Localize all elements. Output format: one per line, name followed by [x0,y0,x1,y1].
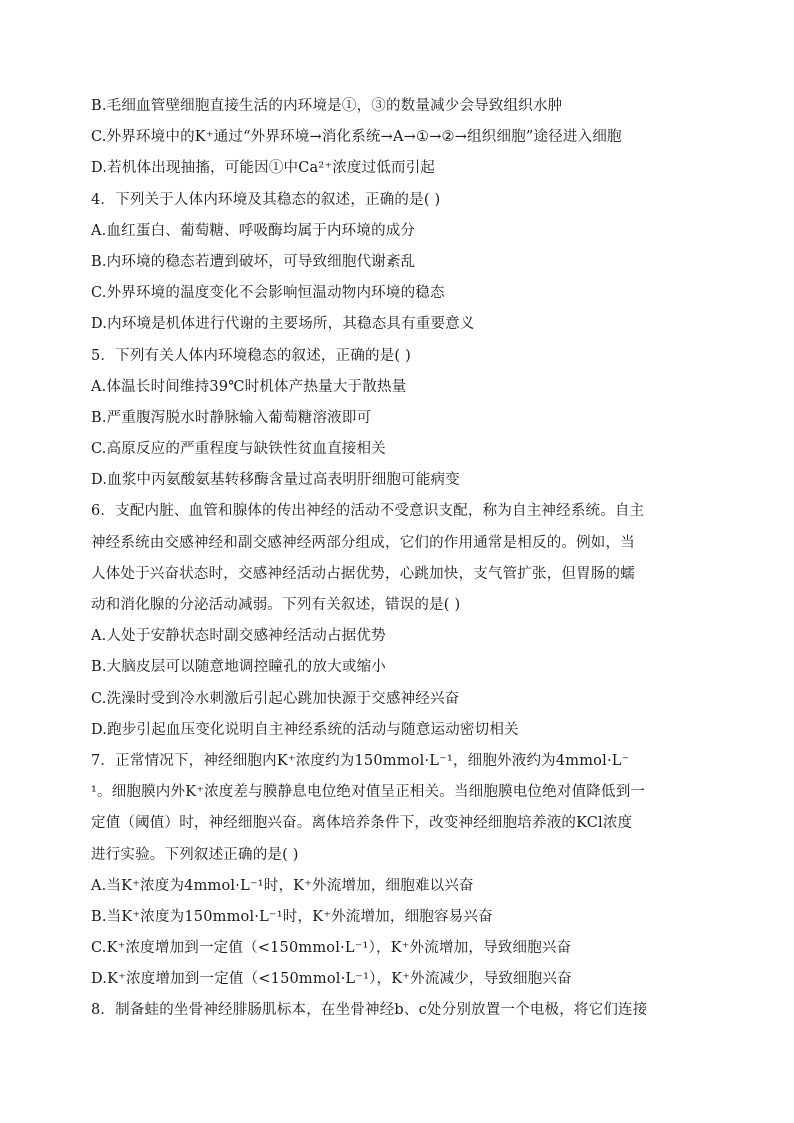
option-line: B.内环境的稳态若遭到破坏，可导致细胞代谢紊乱 [91,253,416,270]
option-line: C.高原反应的严重程度与缺铁性贫血直接相关 [91,441,386,458]
option-line: C.洗澡时受到冷水刺激后引起心跳加快源于交感神经兴奋 [91,690,460,707]
option-line: B.当K⁺浓度为150mmol·L⁻¹时，K⁺外流增加，细胞容易兴奋 [91,908,493,925]
option-line: D.若机体出现抽搐，可能因①中Ca²⁺浓度过低而引起 [91,160,436,177]
question-stem: ¹。细胞膜内外K⁺浓度差与膜静息电位绝对值呈正相关。当细胞膜电位绝对值降低到一 [91,784,646,801]
option-line: B.大脑皮层可以随意地调控瞳孔的放大或缩小 [91,659,386,676]
option-line: D.K⁺浓度增加到一定值（<150mmol·L⁻¹），K⁺外流减少，导致细胞兴奋 [91,971,572,988]
option-line: B.毛细血管壁细胞直接生活的内环境是①，③的数量减少会导致组织水肿 [91,98,563,114]
option-line: D.跑步引起血压变化说明自主神经系统的活动与随意运动密切相关 [91,721,519,738]
text-body [91,91,716,1027]
question-stem: 神经系统由交感神经和副交感神经两部分组成，它们的作用通常是相反的。例如，当 [91,534,635,551]
option-line: C.外界环境的温度变化不会影响恒温动物内环境的稳态 [91,285,445,302]
option-line: A.当K⁺浓度为4mmol·L⁻¹时，K⁺外流增加，细胞难以兴奋 [91,877,474,894]
option-line: C.K⁺浓度增加到一定值（<150mmol·L⁻¹），K⁺外流增加，导致细胞兴奋 [91,940,572,957]
option-line: D.血浆中丙氨酸氨基转移酶含量过高表明肝细胞可能病变 [91,472,460,489]
question-stem: 进行实验。下列叙述正确的是( ) [91,846,299,863]
option-line: A.血红蛋白、葡萄糖、呼吸酶均属于内环境的成分 [91,222,416,239]
option-line: B.严重腹泻脱水时静脉输入葡萄糖溶液即可 [91,409,372,426]
question-stem: 6．支配内脏、血管和腺体的传出神经的活动不受意识支配，称为自主神经系统。自主 [91,503,645,520]
question-stem: 5．下列有关人体内环境稳态的叙述，正确的是( ) [91,347,411,364]
question-stem: 定值（阈值）时，神经细胞兴奋。离体培养条件下，改变神经细胞培养液的KCl浓度 [91,815,633,832]
question-stem: 4．下列关于人体内环境及其稳态的叙述，正确的是( ) [91,191,441,208]
question-stem: 7．正常情况下，神经细胞内K⁺浓度约为150mmol·L⁻¹，细胞外液约为4mmol·L⁻ [91,752,630,769]
option-line: A.人处于安静状态时副交感神经活动占据优势 [91,628,386,645]
question-stem: 8．制备蛙的坐骨神经腓肠肌标本，在坐骨神经b、c处分别放置一个电极，将它们连接 [91,1002,648,1019]
option-line: A.体温长时间维持39℃时机体产热量大于散热量 [91,378,407,395]
question-stem: 人体处于兴奋状态时，交感神经活动占据优势，心跳加快，支气管扩张，但胃肠的蠕 [91,565,635,582]
option-line: C.外界环境中的K⁺通过“外界环境→消化系统→A→①→②→组织细胞”途径进入细胞 [91,129,622,146]
question-stem: 动和消化腺的分泌活动减弱。下列有关叙述，错误的是( ) [91,597,461,613]
option-line: D.内环境是机体进行代谢的主要场所，其稳态具有重要意义 [91,316,475,333]
